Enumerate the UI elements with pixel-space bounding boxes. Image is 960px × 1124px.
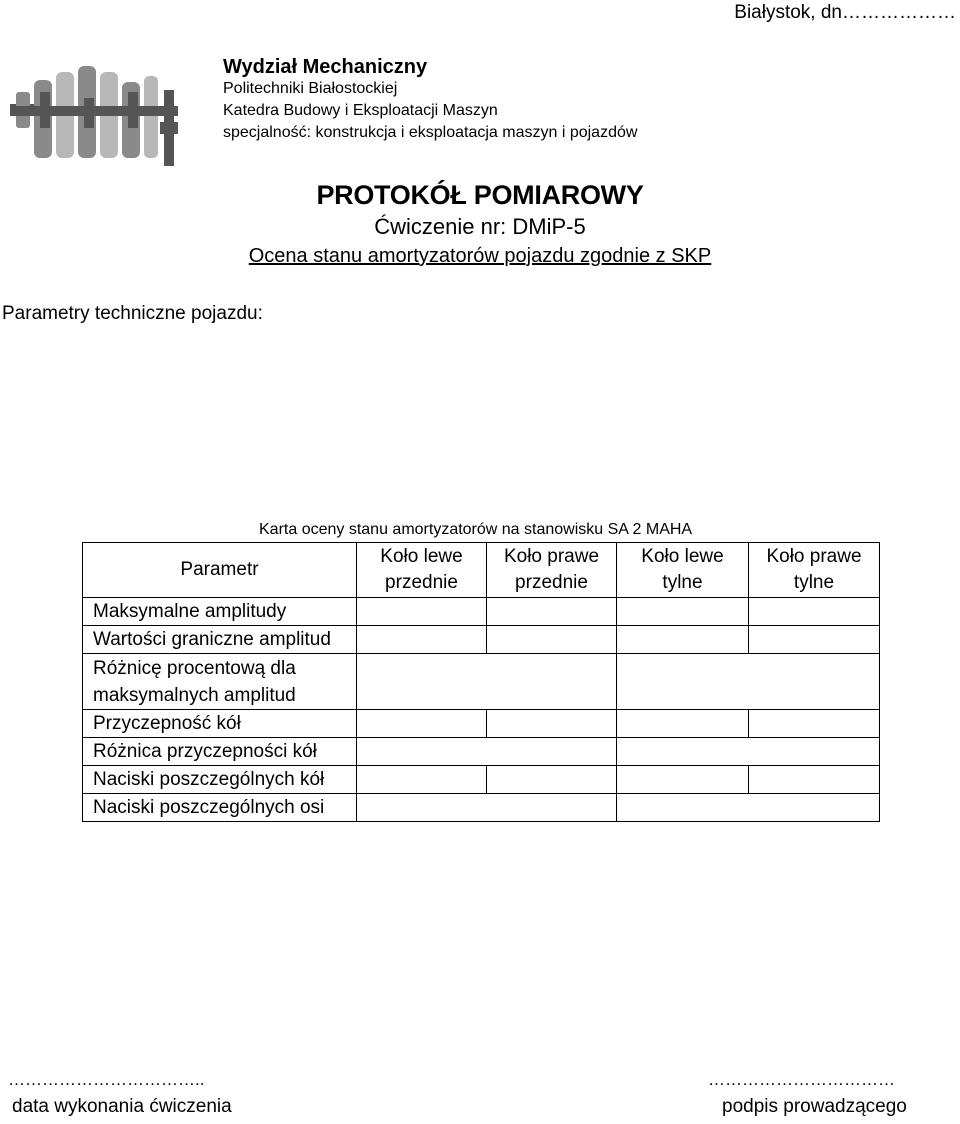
specialty-name: specjalność: konstrukcja i eksploatacja maszyn i pojazdów — [223, 124, 638, 141]
instructor-signature-label: podpis prowadzącego — [722, 1096, 907, 1117]
value-cell[interactable] — [487, 626, 617, 654]
value-cell[interactable] — [357, 626, 487, 654]
card-title: Karta oceny stanu amortyzatorów na stanowisku SA 2 MAHA — [259, 521, 693, 538]
department-name: Katedra Budowy i Eksploatacji Maszyn — [223, 102, 498, 119]
date-signature-label: data wykonania ćwiczenia — [12, 1096, 232, 1117]
table-row — [83, 794, 880, 822]
document-subject: Ocena stanu amortyzatorów pojazdu zgodnie z SKP — [248, 245, 712, 267]
row-label: Naciski poszczególnych kół — [83, 766, 357, 794]
value-cell[interactable] — [357, 710, 487, 738]
place-date: Białystok, dn……………… — [734, 2, 956, 23]
column-header-rear-left — [617, 543, 749, 598]
university-logo — [10, 62, 180, 170]
table-row — [83, 766, 880, 794]
table-row — [83, 654, 880, 710]
title-block — [0, 178, 960, 270]
column-header-rear-right — [749, 543, 880, 598]
column-header-line: Koło lewe — [380, 546, 463, 567]
column-header-line: Koło lewe — [641, 546, 724, 567]
value-cell-rear[interactable] — [617, 794, 880, 822]
document-title: PROTOKÓŁ POMIAROWY — [316, 180, 644, 210]
value-cell-front[interactable] — [357, 794, 617, 822]
value-cell-front[interactable] — [357, 654, 617, 710]
value-cell[interactable] — [487, 710, 617, 738]
value-cell[interactable] — [357, 598, 487, 626]
row-label: Różnica przyczepności kół — [83, 738, 357, 766]
column-header-line: przednie — [515, 572, 588, 593]
table-header-row — [83, 543, 880, 598]
value-cell[interactable] — [617, 598, 749, 626]
value-cell[interactable] — [487, 766, 617, 794]
value-cell[interactable] — [357, 766, 487, 794]
value-cell[interactable] — [749, 626, 880, 654]
value-cell[interactable] — [617, 710, 749, 738]
column-header-line: Koło prawe — [766, 546, 862, 567]
row-label — [83, 654, 357, 710]
value-cell[interactable] — [749, 710, 880, 738]
column-header-line: Koło prawe — [503, 546, 600, 567]
vehicle-params-label: Parametry techniczne pojazdu: — [2, 303, 263, 324]
value-cell-front[interactable] — [357, 738, 617, 766]
column-header-front-left — [357, 543, 487, 598]
row-label: Maksymalne amplitudy — [83, 598, 357, 626]
row-label: Przyczepność kół — [83, 710, 357, 738]
column-header-front-right — [487, 543, 617, 598]
value-cell-rear[interactable] — [617, 654, 880, 710]
param-column-header: Parametr — [83, 543, 357, 598]
value-cell[interactable] — [749, 766, 880, 794]
column-header-line: tylne — [662, 572, 703, 593]
value-cell[interactable] — [617, 626, 749, 654]
university-name: Politechniki Białostockiej — [223, 80, 398, 97]
faculty-name: Wydział Mechaniczny — [223, 56, 428, 78]
exercise-number: Ćwiczenie nr: DMiP-5 — [374, 214, 586, 239]
column-header-line: przednie — [385, 572, 458, 593]
value-cell[interactable] — [617, 766, 749, 794]
date-signature-line: …………………………….. — [8, 1070, 205, 1089]
value-cell[interactable] — [487, 598, 617, 626]
value-cell[interactable] — [749, 598, 880, 626]
table-row — [83, 598, 880, 626]
column-header-line: tylne — [793, 572, 835, 593]
table-row — [83, 738, 880, 766]
table-row — [83, 626, 880, 654]
value-cell-rear[interactable] — [617, 738, 880, 766]
instructor-signature-line: …………………………… — [708, 1070, 895, 1089]
row-label-line: maksymalnych amplitud — [93, 684, 296, 706]
institution-header — [223, 56, 637, 144]
row-label: Wartości graniczne amplitud — [83, 626, 357, 654]
row-label-line: Różnicę procentową dla — [93, 657, 296, 679]
row-label: Naciski poszczególnych osi — [83, 794, 357, 822]
measurement-table — [82, 542, 880, 822]
table-row — [83, 710, 880, 738]
